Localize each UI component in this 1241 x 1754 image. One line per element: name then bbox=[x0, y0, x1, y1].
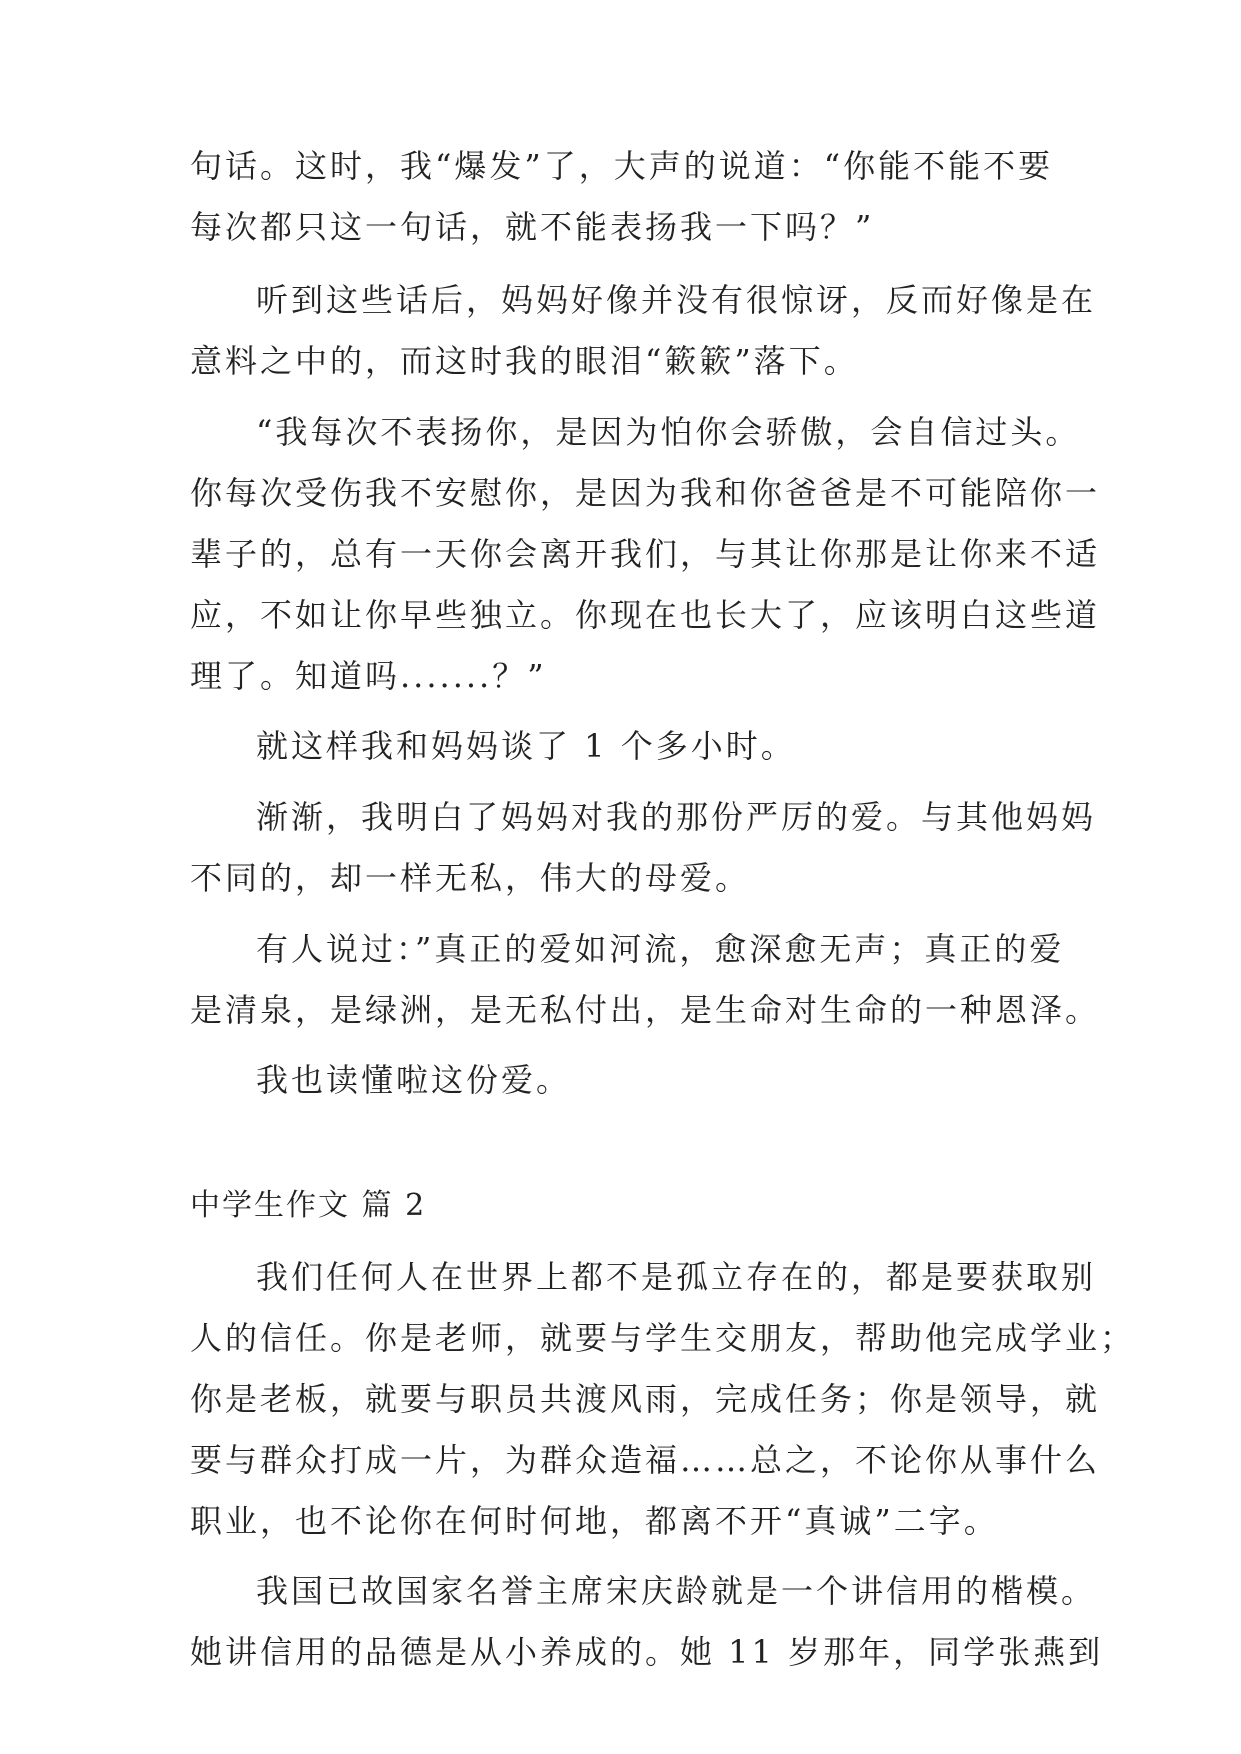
text-line: 意料之中的，而这时我的眼泪“簌簌”落下。 bbox=[190, 342, 859, 380]
paragraph-start-line: 有人说过：”真正的爱如河流，愈深愈无声；真正的爱 bbox=[256, 930, 1065, 968]
text-line: 辈子的，总有一天你会离开我们，与其让你那是让你来不适 bbox=[190, 535, 1101, 573]
text-line: 理了。知道吗.......？” bbox=[190, 657, 547, 695]
text-line: 是清泉，是绿洲，是无私付出，是生命对生命的一种恩泽。 bbox=[190, 991, 1101, 1029]
paragraph-start-line: 就这样我和妈妈谈了 1 个多小时。 bbox=[256, 727, 796, 765]
paragraph-start-line: 我国已故国家名誉主席宋庆龄就是一个讲信用的楷模。 bbox=[256, 1572, 1097, 1610]
paragraph-start-line: 渐渐，我明白了妈妈对我的那份严厉的爱。与其他妈妈 bbox=[256, 798, 1097, 836]
paragraph-start-line: 我也读懂啦这份爱。 bbox=[256, 1061, 572, 1099]
text-line: 句话。这时，我“爆发”了，大声的说道：“你能不能不要 bbox=[190, 147, 1054, 185]
text-line: 应，不如让你早些独立。你现在也长大了，应该明白这些道 bbox=[190, 596, 1101, 634]
text-line: 不同的，却一样无私，伟大的母爱。 bbox=[190, 859, 751, 897]
text-line: 职业，也不论你在何时何地，都离不开“真诚”二字。 bbox=[190, 1502, 999, 1540]
text-line: 她讲信用的品德是从小养成的。她 11 岁那年，同学张燕到 bbox=[190, 1633, 1104, 1671]
text-line: 人的信任。你是老师，就要与学生交朋友，帮助他完成学业； bbox=[190, 1319, 1136, 1357]
text-line: 你每次受伤我不安慰你，是因为我和你爸爸是不可能陪你一 bbox=[190, 474, 1101, 512]
paragraph-start-line: 听到这些话后，妈妈好像并没有很惊讶，反而好像是在 bbox=[256, 281, 1097, 319]
section-heading: 中学生作文 篇 2 bbox=[190, 1188, 427, 1223]
paragraph-start-line: “我每次不表扬你，是因为怕你会骄傲，会自信过头。 bbox=[256, 413, 1081, 451]
paragraph-start-line: 我们任何人在世界上都不是孤立存在的，都是要获取别 bbox=[256, 1258, 1097, 1296]
text-line: 你是老板，就要与职员共渡风雨，完成任务；你是领导，就 bbox=[190, 1380, 1101, 1418]
text-line: 每次都只这一句话，就不能表扬我一下吗？” bbox=[190, 208, 875, 246]
text-line: 要与群众打成一片，为群众造福……总之，不论你从事什么 bbox=[190, 1441, 1101, 1479]
